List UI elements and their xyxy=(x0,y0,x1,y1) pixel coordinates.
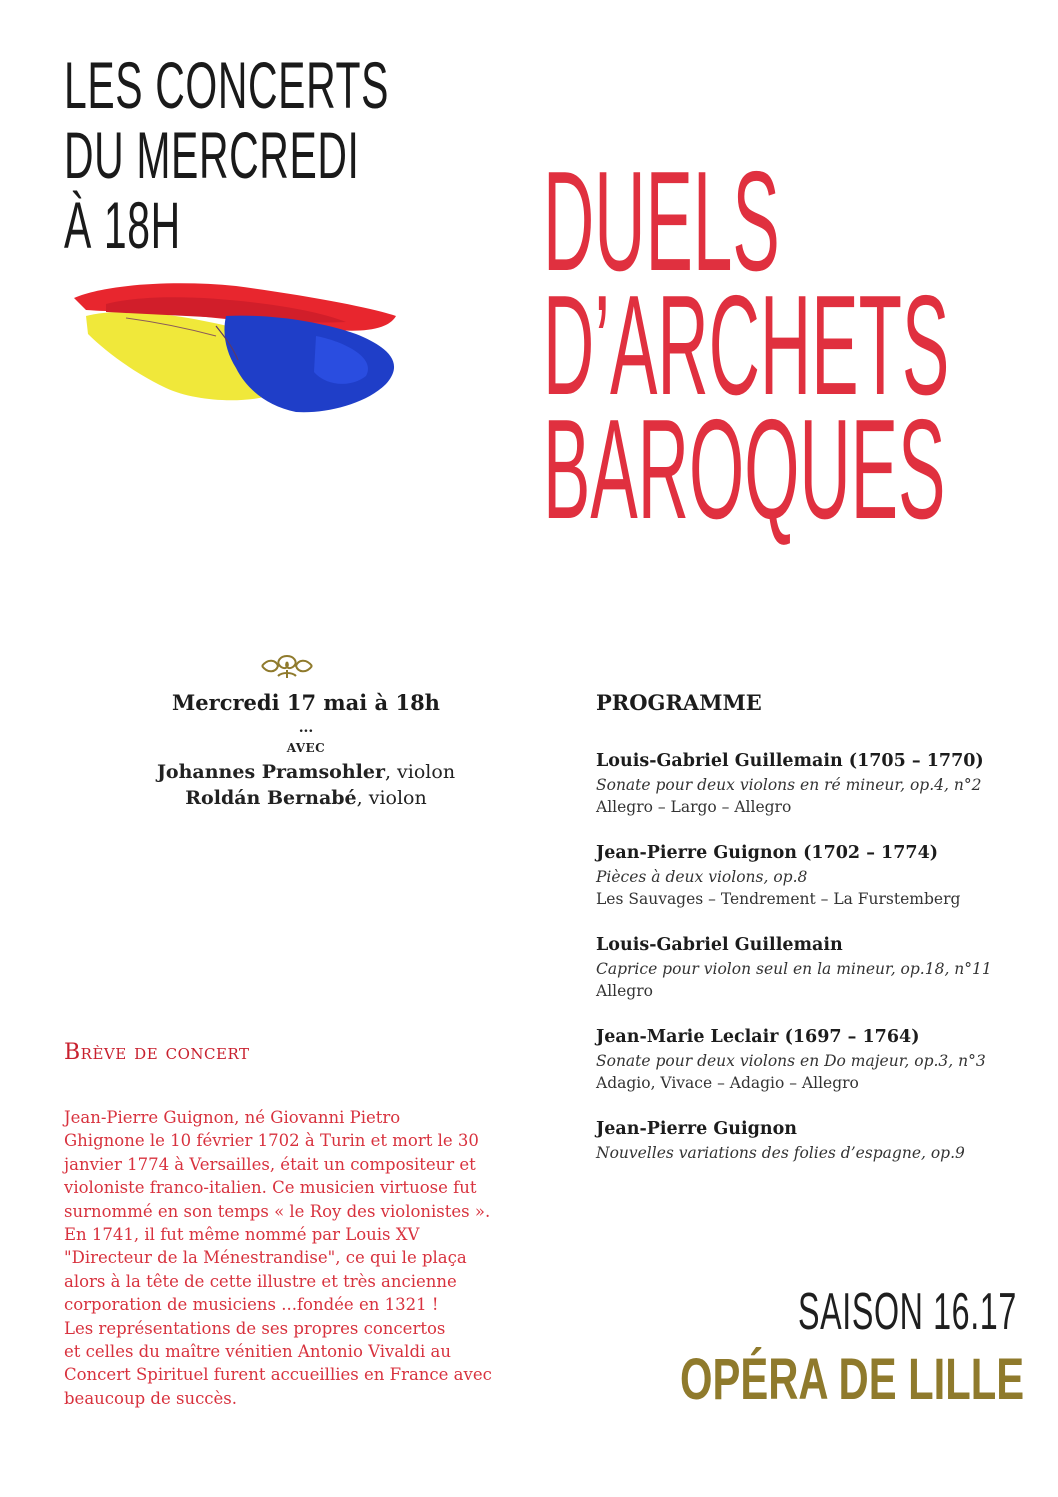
series-line-2: DU MERCREDI xyxy=(64,118,360,192)
piece-work: Caprice pour violon seul en la mineur, op.18, n°11 xyxy=(596,960,992,978)
breve-line: Les représentations de ses propres concertos xyxy=(64,1318,446,1338)
piece-composer: Jean-Marie Leclair (1697 – 1764) xyxy=(596,1027,920,1047)
breve-line: Ghignone le 10 février 1702 à Turin et mort le 30 xyxy=(64,1131,479,1151)
breve-line: violoniste franco-italien. Ce musicien virtuose fut xyxy=(64,1178,477,1198)
piece-movements: Allegro – Largo – Allegro xyxy=(596,798,792,816)
concert-title-line-3: BAROQUES xyxy=(543,390,946,549)
series-line-1: LES CONCERTS xyxy=(64,48,390,122)
performer-name: Roldán Bernabé xyxy=(185,787,357,809)
avec-label: AVEC xyxy=(286,741,326,755)
breve-line: beaucoup de succès. xyxy=(64,1388,238,1408)
piece-movements: Adagio, Vivace – Adagio – Allegro xyxy=(596,1074,859,1092)
season-label: SAISON 16.17 xyxy=(798,1283,1017,1341)
breve-title: Brève de concert xyxy=(64,1040,250,1065)
piece-work: Sonate pour deux violons en ré mineur, op.4, n°2 xyxy=(596,776,982,794)
piece-movements: Les Sauvages – Tendrement – La Furstemberg xyxy=(596,890,961,908)
performer-role: , violon xyxy=(384,761,456,783)
event-date: Mercredi 17 mai à 18h xyxy=(172,690,440,715)
piece-work: Sonate pour deux violons en Do majeur, op.3, n°3 xyxy=(596,1052,986,1070)
piece-movements: Allegro xyxy=(596,982,653,1000)
breve-line: En 1741, il fut même nommé par Louis XV xyxy=(64,1225,420,1245)
programme-heading: PROGRAMME xyxy=(596,690,762,715)
programme-piece xyxy=(596,840,1016,910)
breve-line: alors à la tête de cette illustre et très ancienne xyxy=(64,1271,457,1291)
piece-composer: Louis-Gabriel Guillemain (1705 – 1770) xyxy=(596,751,984,771)
series-title xyxy=(64,50,389,260)
breve-line: surnommé en son temps « le Roy des violonistes ». xyxy=(64,1201,491,1221)
programme-piece xyxy=(596,1024,1016,1094)
painting-illustration xyxy=(66,276,418,418)
performer xyxy=(96,785,516,811)
breve-line: et celles du maître vénitien Antonio Vivaldi au xyxy=(64,1342,452,1362)
series-line-3: À 18H xyxy=(64,188,181,262)
piece-composer: Louis-Gabriel Guillemain xyxy=(596,935,843,955)
performer xyxy=(96,759,516,785)
breve-line: corporation de musiciens ...fondée en 1321 ! xyxy=(64,1295,439,1315)
programme-list xyxy=(596,748,1016,1186)
ornament-icon xyxy=(256,650,318,682)
event-info xyxy=(96,690,516,811)
breve-text xyxy=(64,1106,504,1410)
breve-line: "Directeur de la Ménestrandise", ce qui le plaça xyxy=(64,1248,467,1268)
event-ellipsis: ... xyxy=(298,720,314,736)
programme-piece xyxy=(596,748,1016,818)
piece-work: Nouvelles variations des folies d’espagne, op.9 xyxy=(596,1144,965,1162)
breve-line: janvier 1774 à Versailles, était un compositeur et xyxy=(64,1154,476,1174)
piece-composer: Jean-Pierre Guignon (1702 – 1774) xyxy=(596,843,939,863)
breve-line: Concert Spirituel furent accueillies en France avec xyxy=(64,1365,492,1385)
opera-logo: OPÉRA DE LILLE xyxy=(680,1347,1025,1412)
performer-role: , violon xyxy=(356,787,427,809)
concert-title-line-1: DUELS xyxy=(543,142,780,301)
concert-title xyxy=(543,142,950,549)
programme-piece xyxy=(596,1116,1016,1164)
concert-title-line-2: D’ARCHETS xyxy=(543,266,950,425)
piece-composer: Jean-Pierre Guignon xyxy=(596,1119,798,1139)
programme-piece xyxy=(596,932,1016,1002)
breve-line: Jean-Pierre Guignon, né Giovanni Pietro xyxy=(64,1108,401,1127)
piece-work: Pièces à deux violons, op.8 xyxy=(596,868,808,886)
performer-name: Johannes Pramsohler xyxy=(156,761,385,783)
